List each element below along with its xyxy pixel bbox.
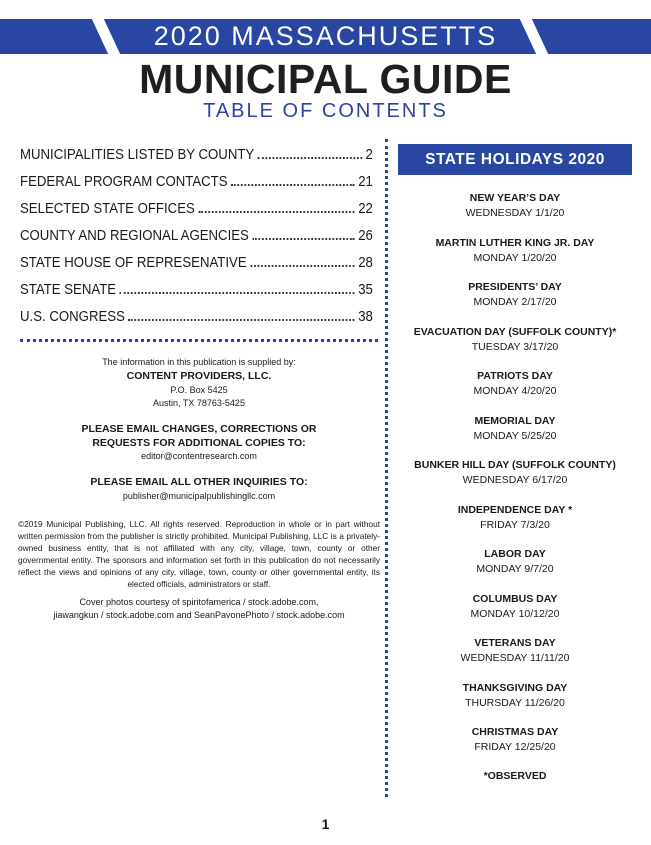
holidays-heading: STATE HOLIDAYS 2020 (398, 144, 632, 175)
cover-credit-1: Cover photos courtesy of spiritofamerica / stock.adobe.com, (79, 597, 319, 607)
holiday-date: MONDAY 5/25/20 (473, 429, 557, 442)
vertical-divider (385, 139, 388, 797)
toc-label: FEDERAL PROGRAM CONTACTS (20, 173, 228, 190)
table-of-contents (20, 146, 373, 335)
toc-entry[interactable] (20, 146, 373, 173)
toc-page: 35 (358, 281, 373, 298)
toc-page: 2 (365, 146, 373, 163)
company-name-text: CONTENT PROVIDERS, LLC. (126, 370, 272, 382)
holiday-date: MONDAY 10/12/20 (470, 607, 560, 620)
holiday-name: LABOR DAY (484, 548, 546, 560)
holiday-date: MONDAY 2/17/20 (473, 296, 557, 308)
holiday-date: WEDNESDAY 6/17/20 (462, 474, 568, 486)
holiday-date: MONDAY 1/20/20 (473, 251, 557, 264)
toc-leader (198, 211, 354, 213)
email-changes-text-1: PLEASE EMAIL CHANGES, CORRECTIONS OR (81, 423, 317, 435)
holiday-name: INDEPENDENCE DAY * (457, 503, 573, 516)
horizontal-divider (20, 339, 378, 342)
observed-footnote: *OBSERVED (483, 769, 547, 782)
email-changes-text-2: REQUESTS FOR ADDITIONAL COPIES TO: (92, 437, 306, 449)
holiday-item (395, 503, 635, 548)
toc-entry[interactable] (20, 281, 373, 308)
toc-page: 28 (358, 254, 373, 271)
toc-entry[interactable] (20, 308, 373, 335)
holiday-name: PRESIDENTS’ DAY (468, 281, 562, 293)
holiday-name: MEMORIAL DAY (474, 414, 556, 427)
page-number: 1 (321, 816, 330, 832)
holiday-item (395, 236, 635, 281)
holidays-list (395, 191, 635, 782)
other-inquiries-text: PLEASE EMAIL ALL OTHER INQUIRIES TO: (90, 476, 308, 488)
copyright-notice: ©2019 Municipal Publishing, LLC. All rights reserved. Reproduction in whole or in part without written permission from the publisher is strictly prohibited. Municipal Publishing, LLC is a privately-owned business entity, that is not affiliated with any city, village, town, county or other governmental entity. The sponsors and information set forth in this publication do not necessarily reflect the views and opinions of any city, village, town, county or other governmental entity, its elected officials, administrators or staff. (18, 519, 380, 589)
holiday-date: TUESDAY 3/17/20 (471, 340, 559, 353)
toc-leader (120, 292, 355, 294)
holiday-item (395, 681, 635, 726)
other-inquiries-heading (18, 476, 380, 488)
toc-label: SELECTED STATE OFFICES (20, 200, 195, 217)
holiday-name: BUNKER HILL DAY (SUFFOLK COUNTY) (414, 459, 616, 471)
toc-entry[interactable] (20, 227, 373, 254)
holiday-date: WEDNESDAY 11/11/20 (460, 652, 570, 664)
holiday-item (395, 547, 635, 592)
holiday-item (395, 191, 635, 236)
holiday-date: THURSDAY 11/26/20 (465, 696, 565, 709)
holiday-name: PATRIOTS DAY (477, 370, 553, 382)
company-name (18, 370, 380, 382)
holiday-date: FRIDAY 7/3/20 (480, 518, 550, 531)
holiday-item (395, 280, 635, 325)
banner-title: 2020 MASSACHUSETTS (153, 21, 498, 51)
editor-email-link[interactable]: editor@contentresearch.com (141, 451, 257, 461)
toc-entry[interactable] (20, 254, 373, 281)
toc-page: 22 (358, 200, 373, 217)
holiday-item (395, 592, 635, 637)
email-changes-heading-1 (18, 423, 380, 435)
holiday-name: VETERANS DAY (474, 637, 556, 649)
page-title: MUNICIPAL GUIDE (139, 56, 512, 102)
holiday-item (395, 725, 635, 770)
holiday-date: WEDNESDAY 1/1/20 (465, 207, 565, 219)
holiday-name: CHRISTMAS DAY (471, 726, 559, 738)
toc-label: STATE SENATE (20, 281, 117, 298)
toc-label: U.S. CONGRESS (20, 308, 125, 325)
holiday-item (395, 325, 635, 370)
holiday-date: FRIDAY 12/25/20 (474, 741, 556, 753)
toc-leader (252, 238, 354, 240)
holiday-item (395, 458, 635, 503)
holiday-name: COLUMBUS DAY (472, 592, 558, 605)
page-subtitle: TABLE OF CONTENTS (203, 100, 448, 122)
holiday-item (395, 414, 635, 459)
holiday-name: NEW YEAR’S DAY (469, 192, 561, 204)
holiday-date: MONDAY 4/20/20 (473, 385, 557, 397)
toc-page: 38 (358, 308, 373, 325)
toc-page: 21 (358, 173, 373, 190)
toc-label: STATE HOUSE OF REPRESENATIVE (20, 254, 247, 271)
toc-leader (250, 265, 355, 267)
po-box: P.O. Box 5425 (170, 385, 228, 395)
email-changes-heading-2 (18, 437, 380, 449)
supplied-by-text: The information in this publication is supplied by: (102, 357, 296, 367)
toc-entry[interactable] (20, 173, 373, 200)
toc-entry[interactable] (20, 200, 373, 227)
holiday-name: MARTIN LUTHER KING JR. DAY (435, 236, 595, 249)
toc-leader (231, 184, 355, 186)
holiday-date: MONDAY 9/7/20 (476, 563, 554, 575)
toc-page: 26 (358, 227, 373, 244)
holiday-item (395, 369, 635, 414)
toc-label: COUNTY AND REGIONAL AGENCIES (20, 227, 249, 244)
toc-leader (128, 319, 354, 321)
toc-label: MUNICIPALITIES LISTED BY COUNTY (20, 146, 255, 163)
publisher-email-link[interactable]: publisher@municipalpublishingllc.com (122, 491, 276, 501)
toc-leader (258, 157, 362, 159)
holiday-item (395, 636, 635, 681)
holiday-name: EVACUATION DAY (SUFFOLK COUNTY)* (413, 325, 617, 338)
cover-credit-2: jiawangkun / stock.adobe.com and SeanPavonePhoto / stock.adobe.com (53, 610, 345, 620)
city-address: Austin, TX 78763-5425 (153, 398, 245, 408)
holiday-name: THANKSGIVING DAY (462, 681, 568, 694)
